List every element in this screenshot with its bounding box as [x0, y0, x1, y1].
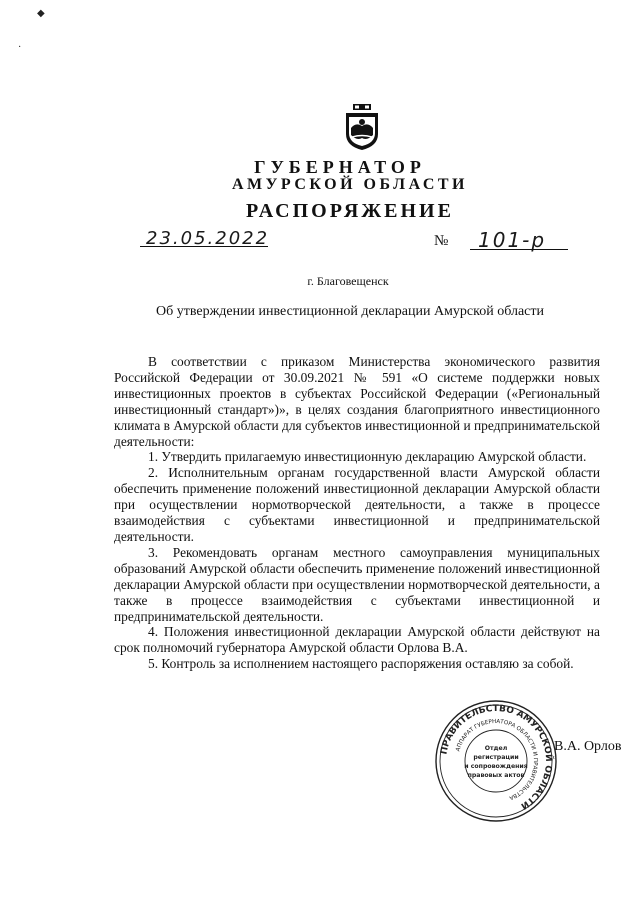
number-sign: № [434, 233, 449, 249]
clause-paragraph: 5. Контроль за исполнением настоящего распоряжения оставляю за собой. [148, 656, 574, 672]
stamp-center-line: регистрации [473, 754, 519, 761]
document-number: 101-р [478, 228, 547, 252]
stamp-inner-text: АППАРАТ ГУБЕРНАТОРА ОБЛАСТИ И ПРАВИТЕЛЬСТВА [455, 718, 539, 801]
clause-paragraph: 2. Исполнительным органам государственной власти Амурской области обеспечить применение положений инвестиционной декларации Амурской области при осуществлении нормотворческой деятельности, а также в процессе взаимодействия с субъектами инвестиционной и предпринимательской деятельности. [114, 465, 600, 544]
stamp-center-line: Отдел [484, 745, 508, 752]
document-body [114, 354, 600, 672]
document-type: РАСПОРЯЖЕНИЕ [246, 200, 454, 222]
city: г. Благовещенск [307, 274, 389, 288]
document-date: 23.05.2022 [146, 228, 270, 249]
clause-paragraph: 1. Утвердить прилагаемую инвестиционную декларацию Амурской области. [148, 449, 587, 465]
clause-paragraph: 3. Рекомендовать органам местного самоуправления муниципальных образований Амурской области обеспечить применение положений инвестиционной декларации Амурской области при осуществлении нормотворческой деятельности, а также в процессе взаимодействия с субъектами инвестиционной и предпринимательской деятельности. [114, 544, 600, 624]
number-underline [470, 249, 568, 250]
clause-paragraph: 4. Положения инвестиционной декларации Амурской области действуют на срок полномочий губернатора Амурской области Орлова В.А. [114, 624, 600, 656]
official-stamp [434, 699, 558, 823]
date-underline [140, 246, 268, 247]
stamp-center-line: и сопровождения [464, 763, 528, 770]
scan-speck: · [18, 42, 22, 53]
coat-of-arms-icon [343, 104, 381, 150]
issuer-title: ГУБЕРНАТОР [254, 157, 426, 177]
document-subject: Об утверждении инвестиционной декларации Амурской области [155, 304, 545, 319]
signatory-name: В.А. Орлов [554, 739, 622, 754]
issuer-region: АМУРСКОЙ ОБЛАСТИ [232, 176, 468, 193]
preamble-paragraph: В соответствии с приказом Министерства экономического развития Российской Федерации от 30.09.2021 № 591 «О системе поддержки новых инвестиционных проектов в субъектах Российской Федерации («Региональный инвестиционный стандарт»)», в целях создания благоприятного инвестиционного климата в Амурской области для субъектов инвестиционной и предпринимательской деятельности: [114, 354, 600, 449]
stamp-center-line: правовых актов [467, 772, 525, 779]
stamp-outer-text: ПРАВИТЕЛЬСТВО АМУРСКОЙ ОБЛАСТИ [439, 703, 554, 811]
scan-speck: ◆ [37, 8, 45, 19]
